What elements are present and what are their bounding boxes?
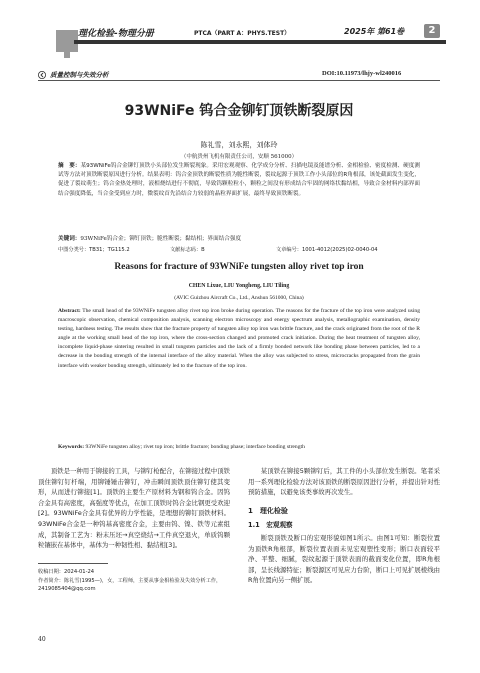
title-en: Reasons for fracture of 93WNiFe tungsten alloy rivet top iron xyxy=(114,262,364,272)
journal-name: 理化检验-物理分册 xyxy=(78,29,154,39)
column-name: 质量控制与失效分析 xyxy=(50,71,109,79)
header-rule xyxy=(38,80,440,81)
intro-paragraph: 顶铁是一种用于铆接的工具，与铆钉枪配合，在铆接过程中顶铁顶住铆钉钉杆端，用铆锤锤击铆钉，冲击瞬间顶铁顶住铆钉使其变形，从而进行铆接[1]。顶铁的主要生产原材料为钢和钨合金。因钨合金具有高密度，高强度等优点，在加工顶铁时钨合金比钢更受欢迎[2]。93WNiFe合金具有优异的力学性能，是理想的铆钉顶铁材料。93WNiFe合金是一种钨基高密度合金，主要由钨、镍、铁等元素组成，其制备工艺为：粉末压坯→真空烧结→工件真空退火，单质钨颗粒镶嵌在基体中，基体为一种韧性相、黏结相[3]。 xyxy=(38,467,230,550)
keywords-en-label: Keywords: xyxy=(58,444,85,450)
title-cn: 93WNiFe 钨合金铆钉顶铁断裂原因 xyxy=(124,103,354,119)
affiliation-cn: （中航贵州飞机有限责任公司，安顺 561000） xyxy=(180,154,298,160)
footnote-rule xyxy=(38,563,108,564)
authors-en: CHEN Lixue, LIU Yongheng, LIU Tiling xyxy=(188,283,290,289)
header-bar xyxy=(74,40,446,44)
page-number: 40 xyxy=(38,636,46,643)
doi: DOI:10.11973/lhjy-wl240016 xyxy=(322,70,402,77)
journal-part: PTCA（PART A：PHYS.TEST） xyxy=(194,30,291,37)
subsection-heading: 1.1 宏观观察 xyxy=(248,521,293,530)
issue-info: 2025年 第61卷 xyxy=(344,27,405,36)
body-left-column xyxy=(38,466,230,551)
abstract-cn-label: 摘 要： xyxy=(58,163,81,169)
intro-paragraph-2: 某顶铁在铆接5颗铆钉后，其工件的小头部位发生断裂。笔者采用一系列理化检验方法对该顶铁的断裂原因进行分析，并提出针对性预防措施，以避免该类事故再次发生。 xyxy=(248,467,440,497)
document-code: 文献标志码：B xyxy=(170,247,205,253)
abstract-en-text: The small head of the 93WNiFe tungsten alloy rivet top iron broke during operation. The reasons for the fracture of the top iron were analyzed using macroscopic observation, chemical composition analysis, scanning electron microscopy and energy spectrum analysis, metallographic examination, density testing, hardness testing. The results show that the fracture property of tungsten alloy top iron was brittle fracture, and the crack originated from the root of the R angle at the working small head of the top iron, where the cross-section changed and promoted crack initiation. During the heat treatment of tungsten alloy, incomplete liquid-phase sintering resulted in small tungsten particles and the lack of a firmly bonded network like bonding phase between particles, led to a decrease in the bonding strength of the internal interface of the alloy material. When the alloy was subjected to stress, microcracks propagated from the grain interface with weaker bonding strength, ultimately led to the fracture of the top iron. xyxy=(58,308,420,369)
abstract-cn-text: 某93WNiFe钨合金铆钉顶铁小头部位发生断裂现象。采用宏观观察、化学成分分析、扫描电镜及能谱分析、金相检验、密度检测、硬度测试等方法对顶铁断裂原因进行分析。结果表明：钨合金顶铁的断裂性质为脆性断裂，裂纹起源于顶铁工作小头部位的R角根部，该处截面发生变化，促进了裂纹萌生；钨合金热处理时，液相烧结进行不彻底，导致钨颗粒粒小，颗粒之间没有形成结合牢固的网络状黏结相，导致合金材料内部界面结合强度降低，当合金受到应力时，微裂纹首先沿结合力较弱的晶粒界面扩展，最终导致顶铁断裂。 xyxy=(58,163,420,197)
keywords-en xyxy=(58,443,420,452)
clc-number: 中图分类号：TB31；TG115.2 xyxy=(58,247,130,253)
issue-badge: 2 xyxy=(424,24,440,38)
keywords-en-text: 93WNiFe tungsten alloy; rivet top iron; brittle fracture; bonding phase; interface bonding strength xyxy=(85,444,305,450)
body-right-column xyxy=(248,466,440,586)
abstract-cn xyxy=(58,162,420,199)
abstract-en-label: Abstract: xyxy=(58,308,81,314)
authors-cn: 陈礼雪，刘永熙，刘体玲 xyxy=(200,141,278,149)
keywords-cn xyxy=(58,235,420,244)
section-heading: 1 理化检验 xyxy=(248,506,288,515)
keywords-cn-label: 关键词： xyxy=(58,236,81,242)
column-arrow-icon xyxy=(38,71,46,79)
keywords-cn-text: 93WNiFe钨合金；铆钉顶铁；脆性断裂；黏结相；界面结合强度 xyxy=(80,236,242,242)
article-id: 文章编号：1001-4012(2025)02-0040-04 xyxy=(276,247,378,253)
affiliation-en: (AVIC Guizhou Aircraft Co., Ltd., Anshun 561000, China) xyxy=(174,295,304,301)
journal-logo-stem xyxy=(64,44,70,58)
macro-paragraph: 断裂顶铁及断口的宏观形貌如图1所示。由图1可知：断裂位置为顶铁R角根部，断裂位置表面未见宏观塑性变形；断口表面较平净、平整、细腻，裂纹起源于顶铁表面的截面变化位置，即R角根部，呈长线源特征；断裂源区可见应力台阶，断口上可见扩展棱线由R角位置向另一侧扩展。 xyxy=(248,533,440,585)
abstract-en xyxy=(58,307,420,371)
footnote: 收稿日期：2024-01-24 作者简介：陈礼雪(1995—)，女，工程师，主要从事金相检验及失效分析工作，2419085404@qq.com xyxy=(38,569,222,593)
